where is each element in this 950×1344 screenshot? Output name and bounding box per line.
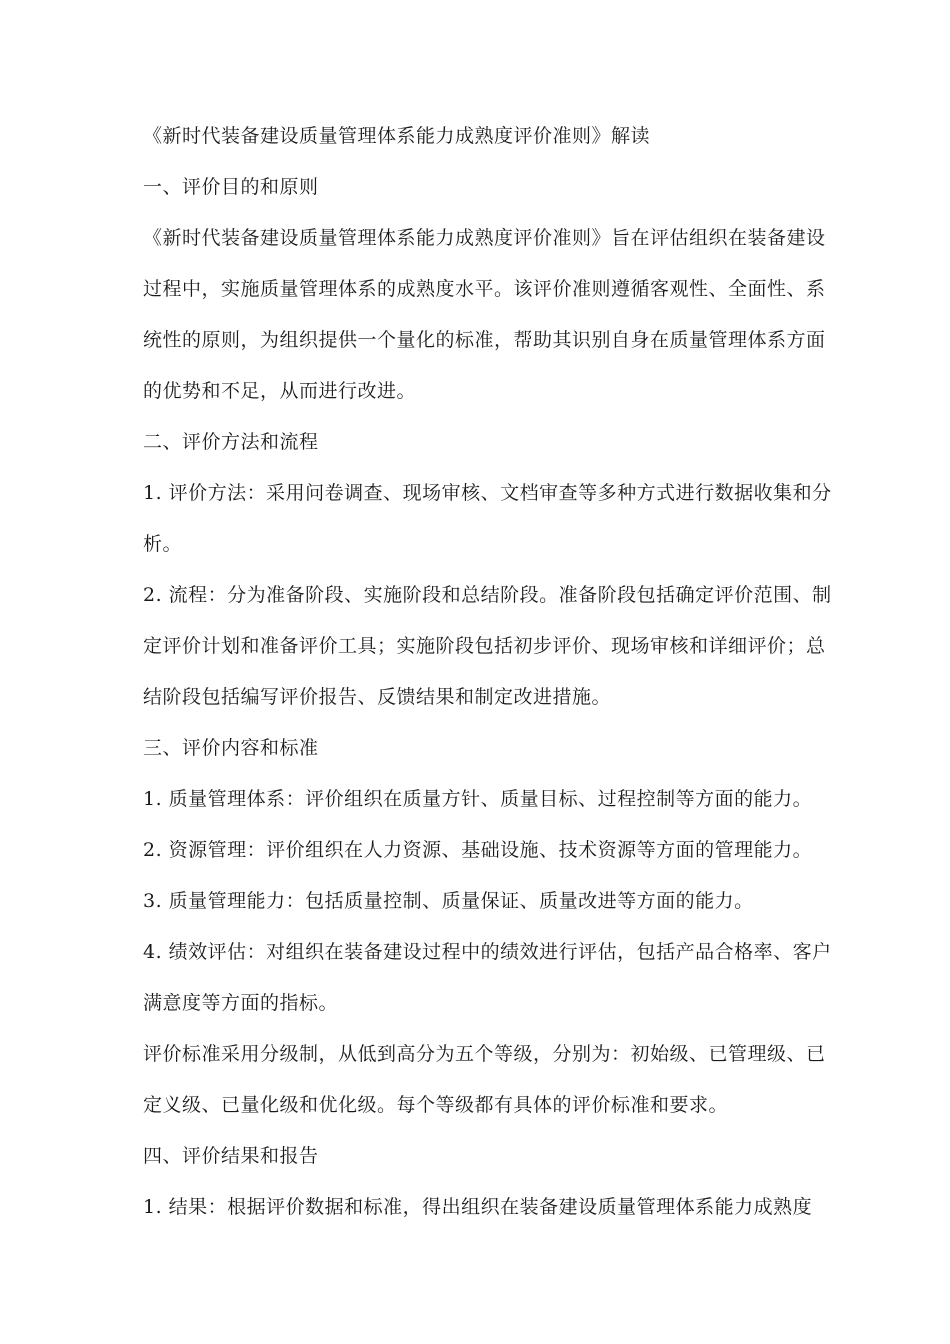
text-line: 评价标准采用分级制，从低到高分为五个等级，分别为：初始级、已管理级、已 bbox=[143, 1043, 826, 1065]
text-line: 1. 质量管理体系：评价组织在质量方针、质量目标、过程控制等方面的能力。 bbox=[143, 788, 813, 810]
document-page bbox=[143, 118, 832, 1226]
text-line: 满意度等方面的指标。 bbox=[143, 992, 339, 1014]
text-line: 3. 质量管理能力：包括质量控制、质量保证、质量改进等方面的能力。 bbox=[143, 890, 754, 912]
text-line: 4. 绩效评估：对组织在装备建设过程中的绩效进行评估，包括产品合格率、客户 bbox=[143, 941, 832, 963]
text-line: 定义级、已量化级和优化级。每个等级都有具体的评价标准和要求。 bbox=[143, 1094, 729, 1116]
list-item bbox=[143, 577, 832, 716]
paragraph bbox=[143, 220, 826, 410]
list-item bbox=[143, 934, 832, 1022]
text-line: 定评价计划和准备评价工具；实施阶段包括初步评价、现场审核和详细评价；总 bbox=[143, 635, 826, 657]
text-line: 的优势和不足，从而进行改进。 bbox=[143, 380, 417, 402]
list-item bbox=[143, 475, 832, 563]
section-heading: 四、评价结果和报告 bbox=[143, 1145, 319, 1167]
list-item bbox=[143, 883, 813, 920]
text-line: 过程中，实施质量管理体系的成熟度水平。该评价准则遵循客观性、全面性、系 bbox=[143, 278, 826, 300]
document-title: 《新时代装备建设质量管理体系能力成熟度评价准则》解读 bbox=[143, 125, 651, 147]
text-line: 统性的原则，为组织提供一个量化的标准，帮助其识别自身在质量管理体系方面 bbox=[143, 329, 826, 351]
section-heading: 三、评价内容和标准 bbox=[143, 737, 319, 759]
text-line: 1. 评价方法：采用问卷调查、现场审核、文档审查等多种方式进行数据收集和分 bbox=[143, 482, 832, 504]
text-line: 结阶段包括编写评价报告、反馈结果和制定改进措施。 bbox=[143, 686, 612, 708]
text-line: 《新时代装备建设质量管理体系能力成熟度评价准则》旨在评估组织在装备建设 bbox=[143, 227, 826, 249]
section-heading: 一、评价目的和原则 bbox=[143, 176, 319, 198]
list-item bbox=[143, 832, 813, 869]
text-line: 1. 结果：根据评价数据和标准，得出组织在装备建设质量管理体系能力成熟度 bbox=[143, 1196, 813, 1218]
text-line: 2. 资源管理：评价组织在人力资源、基础设施、技术资源等方面的管理能力。 bbox=[143, 839, 813, 861]
list-item bbox=[143, 781, 813, 818]
text-line: 2. 流程：分为准备阶段、实施阶段和总结阶段。准备阶段包括确定评价范围、制 bbox=[143, 584, 832, 606]
list-item bbox=[143, 1189, 813, 1226]
paragraph bbox=[143, 1036, 826, 1124]
section-heading: 二、评价方法和流程 bbox=[143, 431, 319, 453]
text-line: 析。 bbox=[143, 533, 183, 555]
